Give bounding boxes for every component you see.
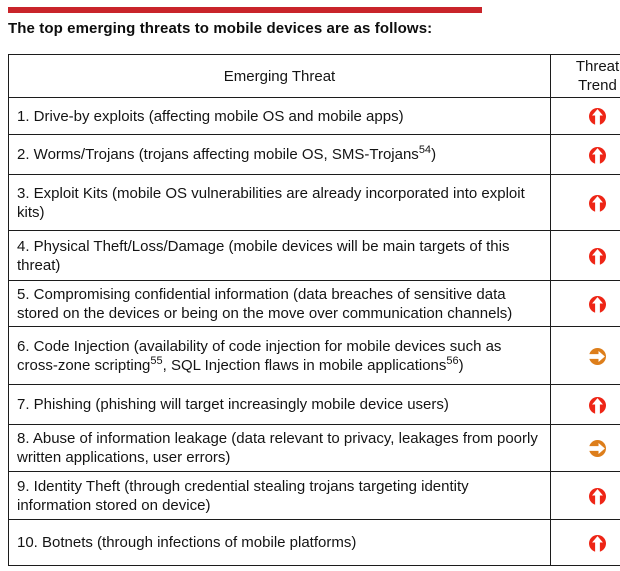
trend-up-icon [589, 488, 606, 505]
threat-cell: 3. Exploit Kits (mobile OS vulnerabilities are already incorporated into exploit kits) [9, 175, 551, 231]
table-header [9, 55, 620, 98]
threat-cell: 7. Phishing (phishing will target increasingly mobile device users) [9, 385, 551, 425]
table-row [9, 425, 620, 472]
table-row [9, 385, 620, 425]
table-body [9, 98, 620, 566]
trend-up-icon [589, 108, 606, 125]
trend-cell [551, 98, 620, 135]
threat-cell: 8. Abuse of information leakage (data relevant to privacy, leakages from poorly written applications, user errors) [9, 425, 551, 472]
table-row [9, 472, 620, 520]
trend-cell [551, 281, 620, 327]
trend-up-icon [589, 147, 606, 164]
trend-cell [551, 385, 620, 425]
trend-up-icon [589, 296, 606, 313]
threat-cell: 6. Code Injection (availability of code injection for mobile devices such as cross-zone scripting$^{55}$, SQL Injection flaws in mobile applications$^{56}$) [9, 327, 551, 385]
page-heading: The top emerging threats to mobile devices are as follows: [8, 20, 433, 37]
table-row [9, 281, 620, 327]
threats-table [8, 54, 620, 566]
trend-cell [551, 175, 620, 231]
trend-stable-icon [589, 440, 606, 457]
table-row [9, 520, 620, 566]
footnote-ref: 56 [446, 354, 459, 367]
trend-up-icon [589, 535, 606, 552]
trend-up-icon [589, 248, 606, 265]
trend-cell [551, 472, 620, 520]
trend-cell [551, 231, 620, 281]
trend-cell [551, 327, 620, 385]
threat-cell: 1. Drive-by exploits (affecting mobile OS and mobile apps) [9, 98, 551, 135]
table-row [9, 135, 620, 175]
table-row [9, 98, 620, 135]
threat-cell: 10. Botnets (through infections of mobile platforms) [9, 520, 551, 566]
header-row [9, 55, 620, 98]
trend-up-icon [589, 397, 606, 414]
table-row [9, 175, 620, 231]
threat-cell: 2. Worms/Trojans (trojans affecting mobile OS, SMS-Trojans$^{54}$) [9, 135, 551, 175]
table-row [9, 327, 620, 385]
accent-bar [8, 7, 482, 13]
emerging-threat-column-header: Emerging Threat [9, 55, 551, 98]
trend-cell [551, 425, 620, 472]
threat-cell: 4. Physical Theft/Loss/Damage (mobile devices will be main targets of this threat) [9, 231, 551, 281]
threat-trend-column-header: Threat Trend [551, 55, 620, 98]
footnote-ref: 55 [150, 354, 163, 367]
footnote-ref: 54 [418, 144, 432, 156]
trend-cell [551, 135, 620, 175]
trend-stable-icon [589, 348, 606, 365]
trend-cell [551, 520, 620, 566]
threat-cell: 9. Identity Theft (through credential stealing trojans targeting identity information stored on device) [9, 472, 551, 520]
table-row [9, 231, 620, 281]
threat-cell: 5. Compromising confidential information (data breaches of sensitive data stored on the devices or being on the move over communication channels) [9, 281, 551, 327]
trend-up-icon [589, 195, 606, 212]
